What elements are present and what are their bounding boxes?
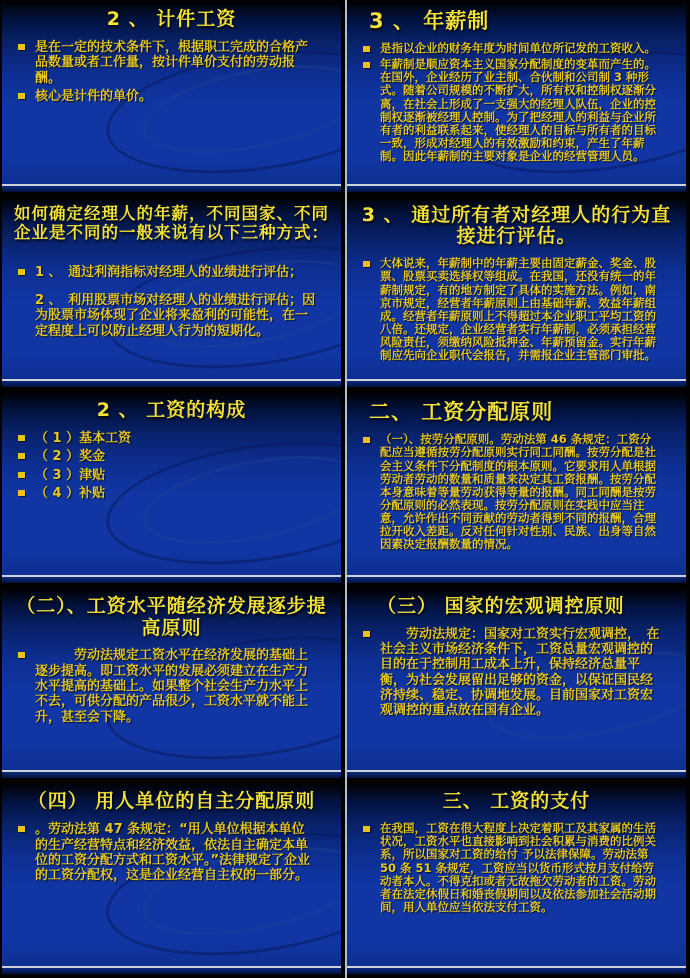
bullet-item xyxy=(16,486,317,501)
slide-body xyxy=(2,247,341,380)
slide-body xyxy=(2,817,341,966)
slide-footer-bar xyxy=(2,770,341,778)
bullet-text: 核心是计件的单价。 xyxy=(35,88,153,104)
slide-title: 2 、 工资的构成 xyxy=(96,399,247,422)
bullet-square-icon xyxy=(363,826,370,832)
slide-footer-bar xyxy=(347,575,686,583)
slide-title: 3 、 通过所有者对经理人的行为直接进行评估。 xyxy=(361,203,672,248)
slide-body xyxy=(2,35,341,184)
bullet-square-icon xyxy=(363,437,370,443)
bullet-square-icon xyxy=(363,261,370,267)
slide-thumbnail-10[interactable] xyxy=(347,784,686,974)
slide-title: 三、 工资的支付 xyxy=(442,790,591,813)
bullet-item xyxy=(16,449,317,464)
slide-title: 二、 工资分配原则 xyxy=(369,400,554,425)
bullet-text: （一）、按劳分配原则。劳动法第 46 条规定：工资分配应当遵循按劳分配原则实行同工同酬。按劳分配是社会主义条件下分配制度的根本原则。它要求用人单根据劳动者劳动的数量和质量来决定其工资报酬。按劳分配本身意味着等量劳动获得等量的报酬。同工同酬是按劳分配原则的必然表现。按劳分配原则在实践中应当注意，允许作出不同贡献的劳动者得到不同的报酬，合理拉开收入差距。反对任何针对性别、民族、出身等自然因素决定报酬数量的情况。 xyxy=(380,432,656,552)
bullet-square-icon xyxy=(18,490,25,496)
bullet-text: 在我国，工资在很大程度上决定着职工及其家属的生活状况，工资水平也直接影响到社会积累与消费的比例关系，所以国家对工资的给付 予以法律保障。劳动法第 50 条 51 条规定，工资应当以货币形式按月支付给劳动者本人。不得克扣或者无故拖欠劳动者的工资。劳动者在法定休假日和婚丧假期间以及依法参加社会活动期间，用人单位应当依法支付工资。 xyxy=(380,821,656,914)
slide-body xyxy=(347,252,686,379)
slide-title: 如何确定经理人的年薪，不同国家、不同企业是不同的一般来说有以下三种方式： xyxy=(14,203,329,242)
bullet-text: 劳动法规定工资水平在经济发展的基础上逐步提高。即工资水平的发展必须建立在生产力水平提高的基础上。如果整个社会生产力水平上不去，可供分配的产品很少，工资水平就不能上升，甚至会下降。 xyxy=(35,648,309,725)
column-divider-line xyxy=(345,0,347,978)
slide-footer-bar xyxy=(347,379,686,387)
slide-title: （三） 国家的宏观调控原则 xyxy=(377,594,625,617)
bullet-item xyxy=(16,40,317,86)
slide-thumbnail-1[interactable] xyxy=(2,2,341,192)
slide-title: （二）、工资水平随经济发展逐步提高原则 xyxy=(16,594,327,639)
bullet-text: （ 2 ）奖金 xyxy=(35,449,106,465)
slide-footer-bar xyxy=(347,184,686,192)
bullet-item xyxy=(361,58,662,163)
slide-footer-bar xyxy=(2,379,341,387)
bullet-square-icon xyxy=(18,93,25,99)
bullet-item xyxy=(16,468,317,483)
bullet-item xyxy=(16,265,317,280)
bullet-square-icon xyxy=(18,826,25,832)
bullet-item xyxy=(16,293,317,339)
slide-body xyxy=(347,817,686,966)
slide-title: （四） 用人单位的自主分配原则 xyxy=(27,790,316,813)
slide-footer-bar xyxy=(2,575,341,583)
slide-title: 2 、 计件工资 xyxy=(106,8,237,30)
bullet-text: 劳动法规定：国家对工资实行宏观调控， 在社会主义市场经济条件下，工资总量宏观调控的目的在于控制用工成本上升，保持经济总量平衡，为社会发展留出足够的资金，以保证国民经济持续、稳定、协调地发展。目前国家对工资宏观调控的重点放在国有企业。 xyxy=(380,626,660,719)
bullet-text: 年薪制是顺应资本主义国家分配制度的变革而产生的。在国外，企业经历了业主制、合伙制和公司制 3 种形式。随着公司规模的不断扩大，所有权和控制权逐渐分离，在社会上形成了一支强大的经理人队伍，企业的控制权逐渐被经理人控制。为了把经理人的利益与企业所有者的利益联系起来，使经理人的目标与所有者的目标一致，形成对经理人的有效激励和约束，产生了年薪制。因此年薪制的主要对象是企业的经营管理人员。 xyxy=(380,57,656,164)
bullet-square-icon xyxy=(18,652,25,658)
slide-body xyxy=(2,426,341,575)
bullet-text: 大体说来，年薪制中的年薪主要由固定薪金、奖金、股票、股票买卖选择权等组成。在我国，还没有统一的年薪制规定，有的地方制定了具体的实施方法。例如，南京市规定，经营者年薪原则上由基础年薪、效益年薪组成。经营者年薪原则上不得超过本企业职工平均工资的八倍。还规定，企业经营者实行年薪制，必须承担经营风险责任，须缴纳风险抵押金、年薪预留金。实行年薪制应先向企业职代会报告，并需报企业主管部门审批。 xyxy=(380,256,656,363)
bullet-text: 2 、 利用股票市场对经理人的业绩进行评估；因为股票市场体现了企业将来盈利的可能性，在一定程度上可以防止经理人行为的短期化。 xyxy=(35,292,316,339)
slide-footer-bar xyxy=(347,770,686,778)
slide-thumbnail-8[interactable] xyxy=(347,589,686,779)
bullet-item xyxy=(16,822,317,883)
bullet-text: （ 4 ）补贴 xyxy=(35,486,106,502)
slide-footer-bar xyxy=(347,966,686,974)
bullet-text: （ 1 ）基本工资 xyxy=(35,431,132,447)
bullet-text: 是在一定的技术条件下，根据职工完成的合格产品数量或者工作量，按计件单价支付的劳动报酬。 xyxy=(35,39,309,86)
slide-thumbnail-2[interactable] xyxy=(347,2,686,192)
bullet-item xyxy=(16,89,317,104)
bullet-square-icon xyxy=(363,631,370,637)
bullet-square-icon xyxy=(363,46,370,52)
bullet-item xyxy=(361,42,662,55)
bullet-text: 。劳动法第 47 条规定：“用人单位根据本单位的生产经营特点和经济效益，依法自主确定本单位的工资分配方式和工资水平。”法律规定了企业的工资分配权，这是企业经营自主权的一部分。 xyxy=(35,822,311,884)
slide-body xyxy=(347,622,686,771)
bullet-square-icon xyxy=(18,472,25,478)
bullet-item xyxy=(361,627,662,719)
bullet-item xyxy=(16,431,317,446)
slide-thumbnail-7[interactable] xyxy=(2,589,341,779)
bullet-item xyxy=(361,257,662,362)
bullet-square-icon xyxy=(18,44,25,50)
slide-body xyxy=(2,643,341,770)
slide-thumbnail-9[interactable] xyxy=(2,784,341,974)
slide-footer-bar xyxy=(2,966,341,974)
slide-thumbnail-4[interactable] xyxy=(347,198,686,388)
slide-title: 3 、 年薪制 xyxy=(369,9,490,33)
bullet-square-icon xyxy=(18,269,25,275)
bullet-item xyxy=(361,433,662,551)
bullet-square-icon xyxy=(18,453,25,459)
slide-footer-bar xyxy=(2,184,341,192)
bullet-item xyxy=(361,822,662,914)
slide-thumbnail-6[interactable] xyxy=(347,393,686,583)
slide-thumbnail-5[interactable] xyxy=(2,393,341,583)
slide-body xyxy=(347,37,686,183)
bullet-square-icon xyxy=(363,62,370,68)
slide-body xyxy=(347,428,686,574)
bullet-text: 1 、 通过利润指标对经理人的业绩进行评估； xyxy=(35,264,303,280)
bullet-text: （ 3 ）津贴 xyxy=(35,467,106,483)
bullet-item xyxy=(16,648,317,725)
slide-thumbnail-3[interactable] xyxy=(2,198,341,388)
bullet-square-icon xyxy=(18,435,25,441)
bullet-text: 是指以企业的财务年度为时间单位所记发的工资收入。 xyxy=(380,41,656,56)
